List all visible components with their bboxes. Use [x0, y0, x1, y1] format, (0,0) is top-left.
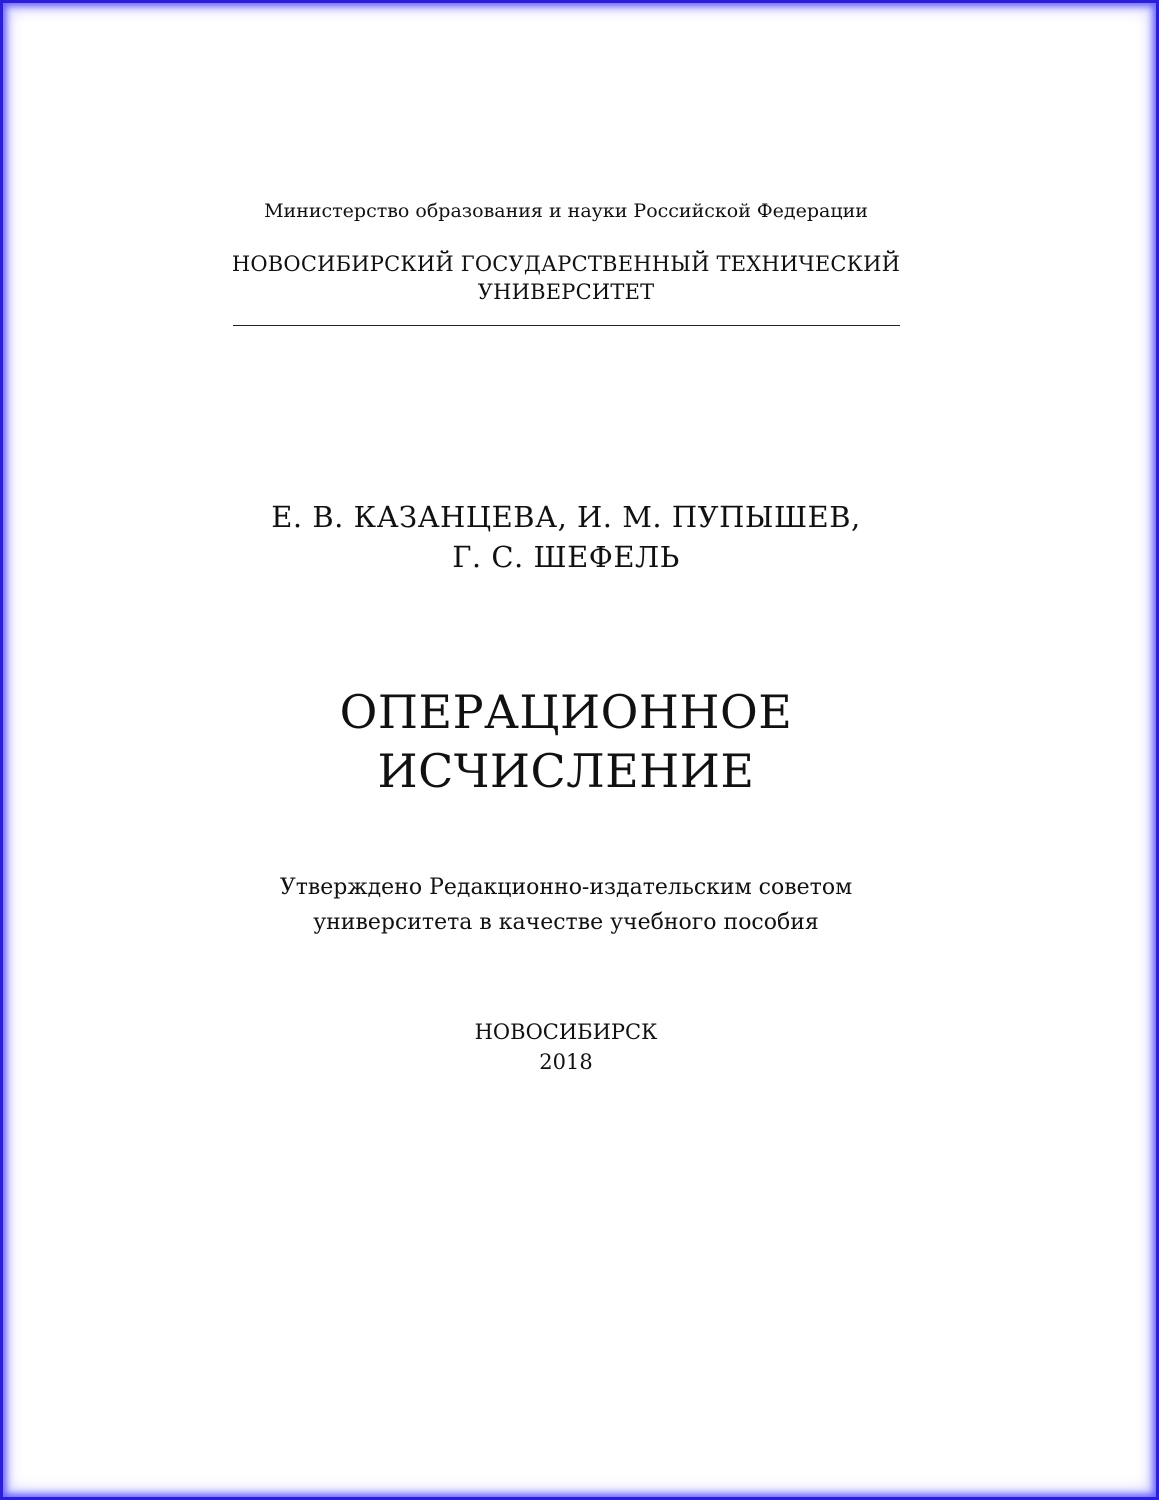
university-name-line-2: УНИВЕРСИТЕТ [477, 280, 655, 304]
university-name-line-1: НОВОСИБИРСКИЙ ГОСУДАРСТВЕННЫЙ ТЕХНИЧЕСКИЙ [231, 252, 901, 276]
authors-line-2: Г. С. ШЕФЕЛЬ [452, 540, 680, 574]
imprint-city: НОВОСИБИРСК [474, 1020, 658, 1044]
ministry-line: Министерство образования и науки Российской Федерации [264, 200, 868, 222]
approval-line-2: университета в качестве учебного пособия [313, 910, 819, 935]
header-divider [233, 325, 900, 326]
authors-line-1: Е. В. КАЗАНЦЕВА, И. М. ПУПЫШЕВ, [271, 500, 861, 534]
book-title-line-1: ОПЕРАЦИОННОЕ [339, 685, 793, 739]
approval-line-1: Утверждено Редакционно-издательским советом [279, 875, 853, 900]
imprint-year: 2018 [539, 1050, 593, 1074]
book-title-line-2: ИСЧИСЛЕНИЕ [377, 744, 755, 798]
